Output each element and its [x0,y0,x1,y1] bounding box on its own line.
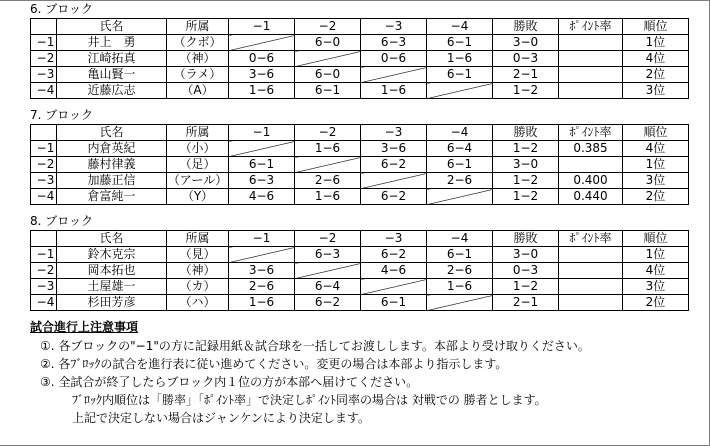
table-row [31,247,689,263]
cell-r4: 6−1 [427,247,493,263]
self-match-diagonal-cell [295,51,361,67]
cell-r2: 6−4 [295,279,361,295]
cell-team: （アール） [167,173,228,187]
cell-ratio [559,51,623,67]
cell-ratio [559,157,623,173]
cell-rank: 1位 [623,157,689,173]
cell-r4: 6−4 [427,141,493,157]
cell-r3: 6−1 [361,295,427,311]
cell-name: 亀山賢一 [57,67,167,83]
block-title: 7. ブロック [30,108,94,122]
cell-num: −2 [31,51,57,67]
cell-team: （クボ） [167,35,229,51]
cell-r4: 6−1 [427,35,493,51]
cell-r1: 6−3 [229,173,295,189]
cell-team: （Y） [167,189,229,205]
column-header: −4 [427,125,493,141]
cell-record: 0−3 [493,263,559,279]
self-match-diagonal-cell [295,157,361,173]
cell-ratio [559,83,623,99]
cell-num: −1 [31,247,57,263]
cell-ratio: 0.385 [559,141,623,157]
self-match-diagonal-cell [427,295,493,311]
frame-top-border [0,0,709,1]
column-header: 所属 [167,19,229,35]
cell-record: 1−2 [493,279,559,295]
column-header: −3 [361,125,427,141]
cell-ratio: 0.440 [559,189,623,205]
column-header: 順位 [623,19,689,35]
cell-rank: 3位 [623,83,689,99]
cell-name: 加藤正信 [57,173,167,189]
table-header-row [31,125,689,141]
column-header: −1 [229,231,295,247]
cell-r3: 0−6 [361,51,427,67]
cell-ratio [559,263,623,279]
notes-title: 試合進行上注意事項 [30,320,139,334]
cell-record: 1−2 [493,83,559,99]
cell-rank: 2位 [623,189,689,205]
table-row [31,51,689,67]
cell-r1: 1−6 [229,83,295,99]
cell-r4: 6−1 [427,157,493,173]
column-header: −2 [295,125,361,141]
cell-r4: 2−6 [427,173,493,189]
cell-team: （見） [167,247,229,263]
cell-r2: 1−6 [295,141,361,157]
cell-rank: 4位 [623,141,689,157]
cell-team: （A） [167,83,229,99]
self-match-diagonal-cell [361,279,427,295]
table-row [31,83,689,99]
cell-team: （ハ） [167,295,229,311]
cell-record: 0−3 [493,51,559,67]
cell-record: 3−0 [493,157,559,173]
cell-record: 2−1 [493,67,559,83]
column-header: ﾎﾟｲﾝﾄ率 [559,125,623,141]
cell-r3: 6−2 [361,189,427,205]
cell-r2: 6−0 [295,35,361,51]
column-header: 勝敗 [493,19,559,35]
self-match-diagonal-cell [361,173,427,189]
cell-rank: 3位 [623,173,689,189]
column-header: 勝敗 [493,231,559,247]
cell-r1: 3−6 [229,263,295,279]
cell-name: 内倉英紀 [57,141,167,157]
cell-r3: 6−2 [361,157,427,173]
table-row [31,157,689,173]
table-row [31,35,689,51]
column-header: −2 [295,231,361,247]
column-header: ﾎﾟｲﾝﾄ率 [559,19,623,35]
cell-r2: 6−2 [295,295,361,311]
cell-name: 鈴木克宗 [57,247,167,263]
column-header: ﾎﾟｲﾝﾄ率 [559,231,623,247]
cell-r2: 6−1 [295,83,361,99]
cell-r1: 3−6 [229,67,295,83]
column-header: −4 [427,19,493,35]
cell-name: 土屋雄一 [57,279,167,295]
cell-num: −2 [31,263,57,279]
cell-rank: 1位 [623,247,689,263]
cell-r4: 2−6 [427,263,493,279]
cell-name: 杉田芳彦 [57,295,167,311]
cell-r4: 6−1 [427,67,493,83]
cell-r2: 2−6 [295,173,361,189]
cell-num: −3 [31,173,57,189]
column-header [31,19,57,35]
table-row [31,173,689,189]
cell-name: 近藤広志 [57,83,167,99]
note-item-3: ③. 全試合が終了したらブロック内１位の方が本部へ届けてください。 [40,375,419,389]
note-item-5: 上記で決定しない場合はジャンケンにより決定します。 [72,411,370,425]
column-header [31,125,57,141]
note-item-4: ﾌﾞﾛｯｸ内順位は「勝率」「ﾎﾟｲﾝﾄ率」で決定しﾎﾟｲﾝﾄ同率の場合は 対戦での 勝者とします。 [72,393,547,407]
self-match-diagonal-cell [427,189,493,205]
cell-record: 3−0 [493,247,559,263]
column-header: −2 [295,19,361,35]
cell-rank: 2位 [623,295,689,311]
column-header: 氏名 [57,125,167,141]
cell-r4: 1−6 [427,51,493,67]
cell-team: （神） [167,263,229,279]
column-header: 氏名 [57,231,167,247]
column-header: −3 [361,19,427,35]
cell-r3: 6−3 [361,35,427,51]
cell-team: （小） [167,141,229,157]
self-match-diagonal-cell [229,35,295,51]
cell-r2: 1−6 [295,189,361,205]
table-header-row [31,231,689,247]
column-header: 順位 [623,231,689,247]
column-header: 所属 [167,125,229,141]
column-header: 氏名 [57,19,167,35]
cell-team: （足） [167,157,229,173]
self-match-diagonal-cell [427,83,493,99]
block-table [30,230,689,311]
self-match-diagonal-cell [229,141,295,157]
cell-ratio [559,35,623,51]
cell-num: −3 [31,67,57,83]
block-table [30,124,689,205]
cell-record: 2−1 [493,295,559,311]
table-row [31,263,689,279]
cell-r4: 1−6 [427,279,493,295]
cell-ratio [559,247,623,263]
cell-rank: 4位 [623,263,689,279]
cell-num: −1 [31,141,57,157]
cell-name: 井上 勇 [57,35,167,51]
cell-name: 岡本拓也 [57,263,167,279]
cell-team: （神） [167,51,229,67]
column-header: 順位 [623,125,689,141]
cell-num: −1 [31,35,57,51]
table-row [31,279,689,295]
cell-name: 藤村律義 [57,157,167,173]
column-header: 所属 [167,231,229,247]
note-item-1: ①. 各ブロックの"−1"の方に記録用紙＆試合球を一括してお渡しします。本部より受け取りください。 [40,339,590,353]
cell-r1: 1−6 [229,295,295,311]
table-row [31,67,689,83]
cell-r1: 2−6 [229,279,295,295]
cell-name: 江崎拓真 [57,51,167,67]
column-header: −3 [361,231,427,247]
cell-team: （ラメ） [167,67,229,83]
block-title: 8. ブロック [30,214,94,228]
cell-r2: 6−3 [295,247,361,263]
cell-r3: 4−6 [361,263,427,279]
cell-rank: 3位 [623,279,689,295]
cell-ratio [559,279,623,295]
cell-rank: 2位 [623,67,689,83]
block-table [30,18,689,99]
cell-num: −4 [31,295,57,311]
self-match-diagonal-cell [361,67,427,83]
block-title: 6. ブロック [30,2,94,16]
cell-num: −3 [31,279,57,295]
cell-record: 1−2 [493,173,559,189]
self-match-diagonal-cell [295,263,361,279]
cell-r1: 0−6 [229,51,295,67]
column-header: −4 [427,231,493,247]
table-row [31,189,689,205]
cell-record: 1−2 [493,141,559,157]
column-header [31,231,57,247]
table-header-row [31,19,689,35]
self-match-diagonal-cell [229,247,295,263]
cell-ratio [559,67,623,83]
cell-name: 倉富純一 [57,189,167,205]
table-row [31,295,689,311]
note-item-2: ②. 各ﾌﾞﾛｯｸの試合を進行表に従い進めてください。変更の場合は本部より指示します。 [40,357,508,371]
cell-r3: 6−2 [361,247,427,263]
cell-record: 1−2 [493,189,559,205]
cell-r3: 3−6 [361,141,427,157]
cell-num: −2 [31,157,57,173]
cell-num: −4 [31,189,57,205]
cell-num: −4 [31,83,57,99]
cell-ratio: 0.400 [559,173,623,189]
cell-record: 3−0 [493,35,559,51]
cell-team: （カ） [167,279,229,295]
column-header: −1 [229,125,295,141]
column-header: 勝敗 [493,125,559,141]
cell-rank: 4位 [623,51,689,67]
cell-r2: 6−0 [295,67,361,83]
cell-r3: 1−6 [361,83,427,99]
cell-r1: 4−6 [229,189,295,205]
cell-r1: 6−1 [229,157,295,173]
column-header: −1 [229,19,295,35]
table-row [31,141,689,157]
cell-ratio [559,295,623,311]
cell-rank: 1位 [623,35,689,51]
